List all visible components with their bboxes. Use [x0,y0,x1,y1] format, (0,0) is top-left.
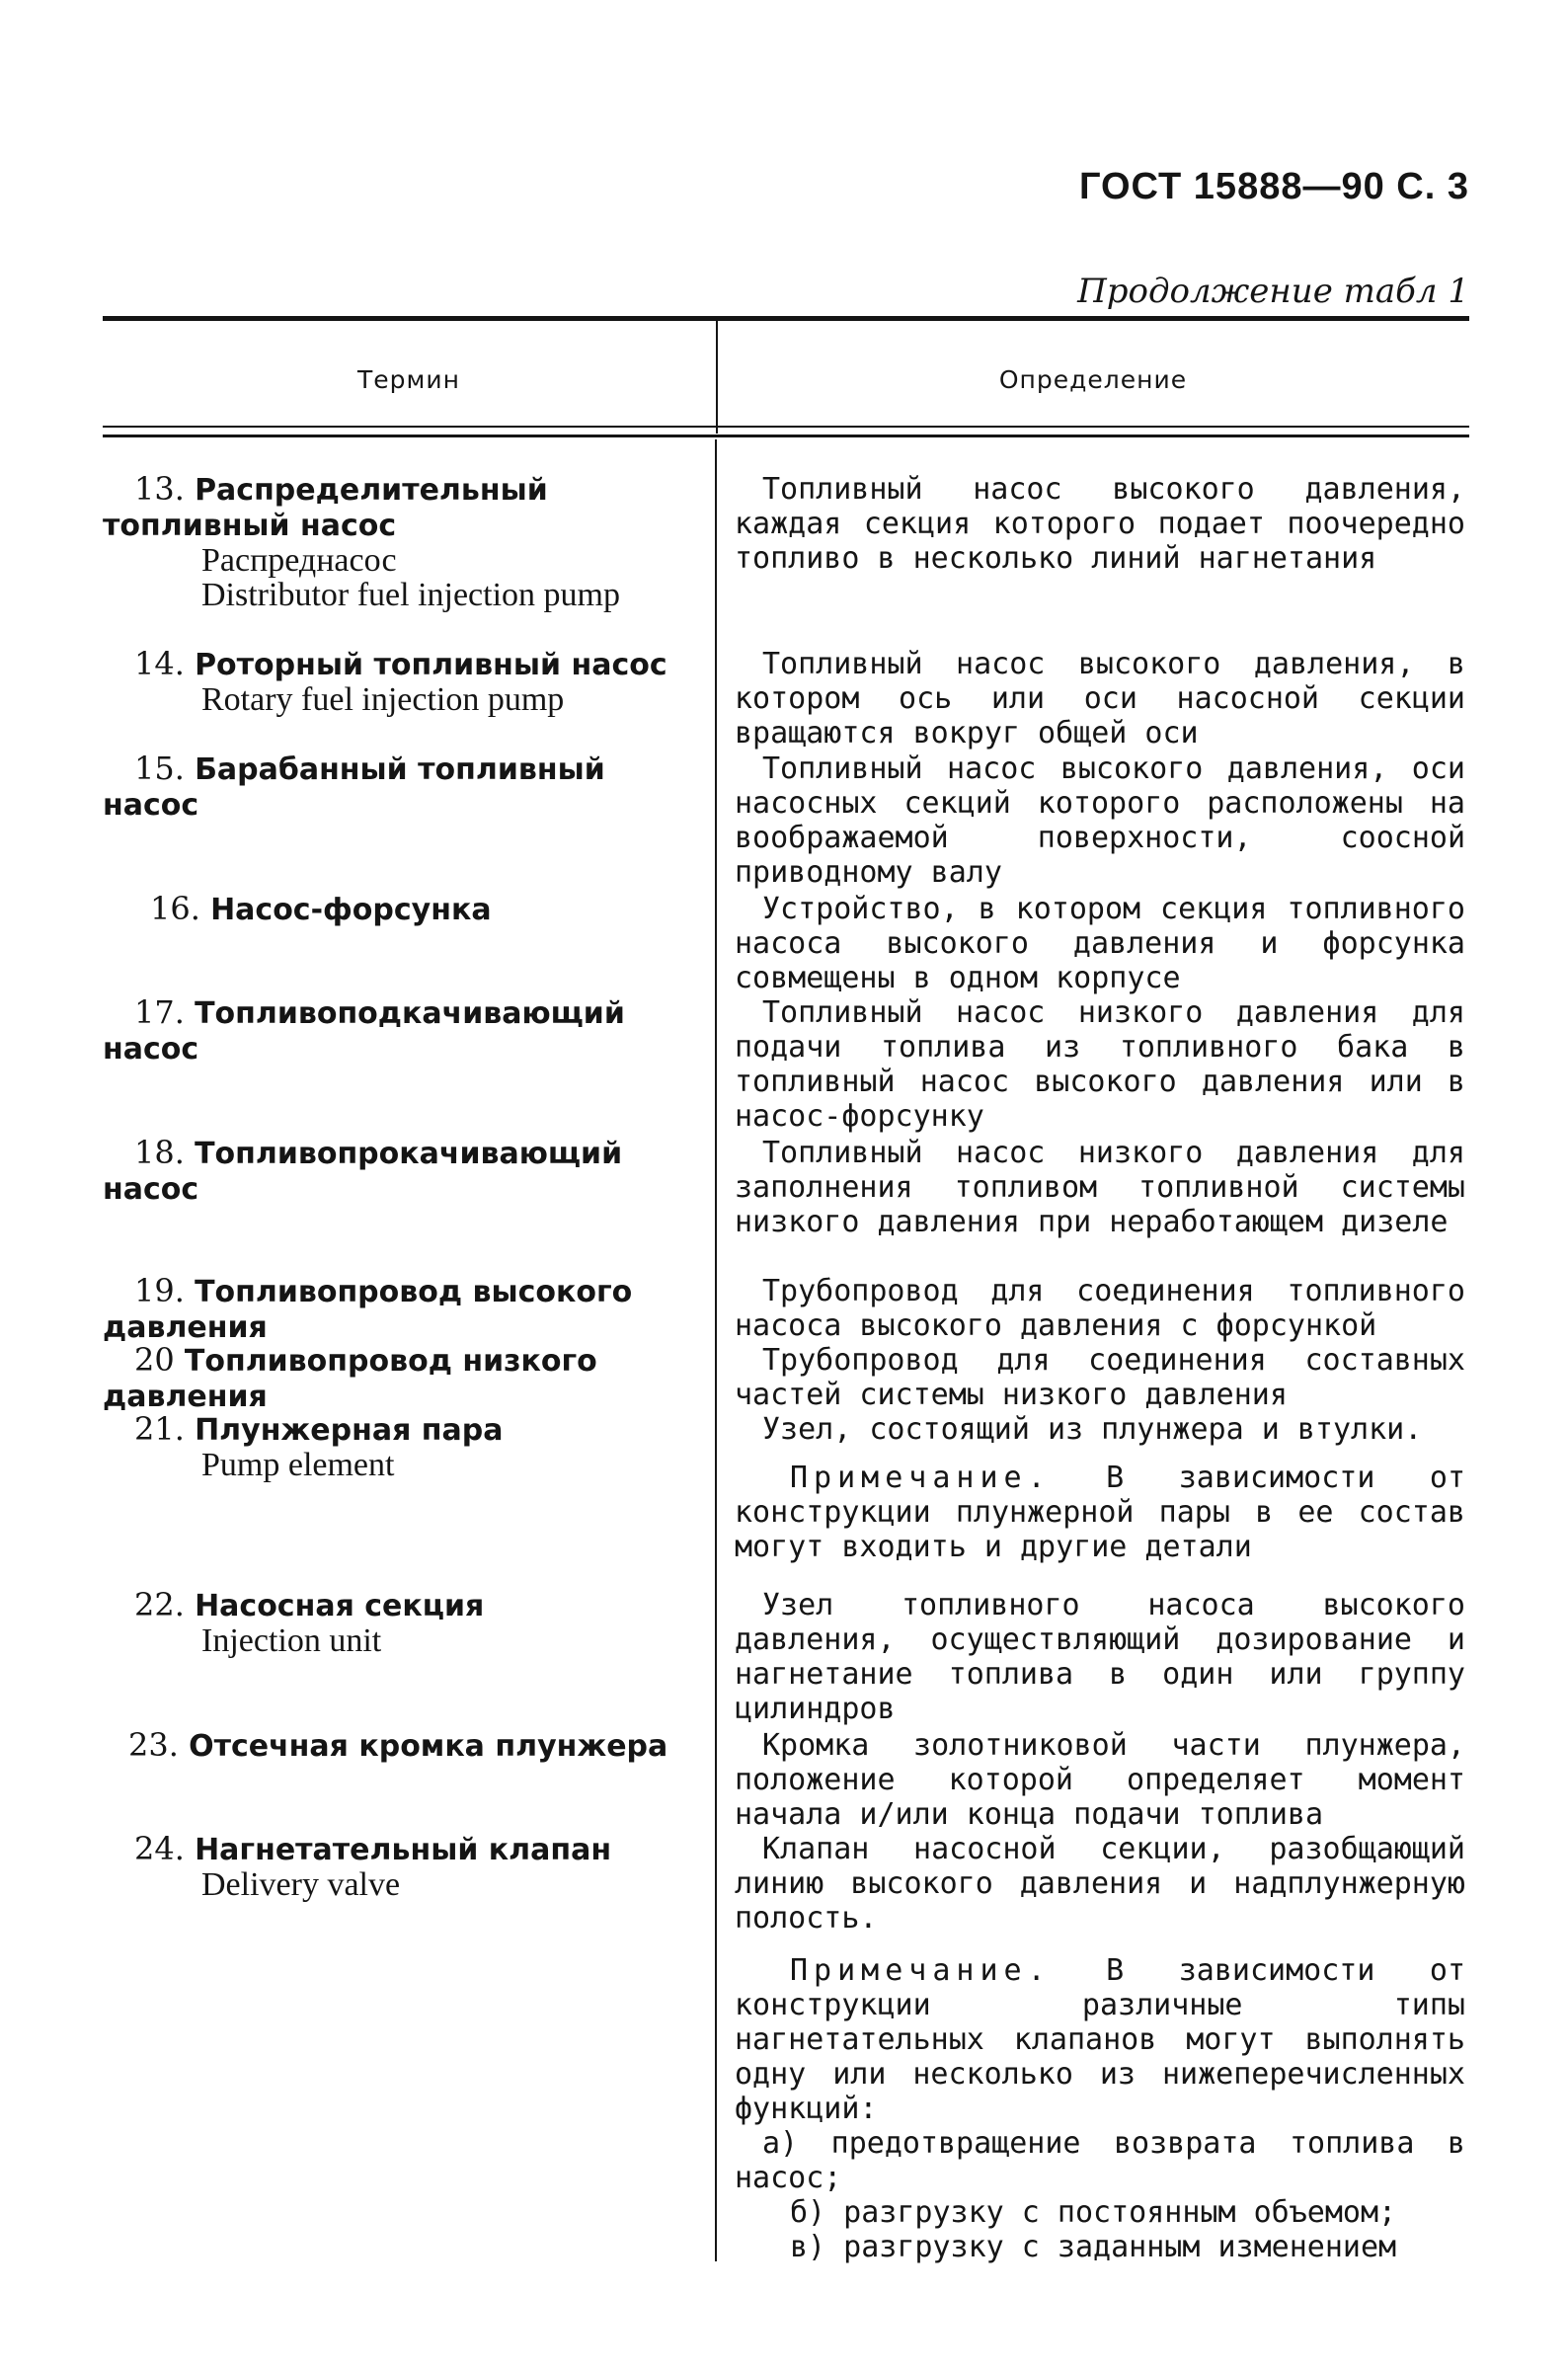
note-label: Примечание. [790,1461,1052,1495]
term-english: Injection unit [201,1622,382,1659]
body-column-divider [715,439,717,2261]
term-cell [103,892,685,927]
term-number: 13. [134,470,185,508]
term-number: 15. [134,750,185,787]
definition-text: Топливный насос высокого давления, в котором ось или оси насосной секции вращаются вокруг общей оси [735,647,1465,751]
column-header-definition: Определение [998,365,1188,394]
term-english: Delivery valve [201,1866,401,1903]
definition-cell [735,751,1465,890]
definition-text: Узел, состоящий из плунжера и втулки. [762,1412,1423,1447]
term-cell [103,1728,685,1764]
definition-cell [735,1274,1465,1343]
definition-text: Топливный насос высокого давления, оси насосных секций которого расположены на воображаемой поверхности, соосной приводному валу [735,751,1465,890]
column-header-term: Термин [357,365,460,394]
definition-text: Топливный насос высокого давления, каждая секция которого подает поочередно топливо в несколько линий нагнетания [735,472,1465,576]
term-cell [103,1274,685,1345]
term-number: 18. [134,1134,185,1171]
term-number: 14. [134,645,185,682]
definition-cell [735,1343,1465,1412]
term-cell [103,751,685,823]
term-cell [103,472,685,612]
term-number: 20 [134,1341,175,1379]
table-continuation-label: Продолжение табл 1 [1077,272,1469,311]
term-number: 24. [134,1830,185,1867]
definition-cell [735,1588,1465,1726]
term-name: Роторный топливный насос [195,648,667,682]
note-list-item: в) разгрузку с заданным изменением [790,2230,1397,2264]
term-cell [103,1832,685,1902]
term-name: Плунжерная пара [195,1413,504,1448]
term-cell [103,1588,685,1658]
definition-text: Топливный насос низкого давления для заполнения топливом топливной системы низкого давления при неработающем дизеле [735,1136,1465,1239]
note-label: Примечание. [790,1953,1052,1988]
term-english: Rotary fuel injection pump [201,681,565,718]
term-number: 17. [134,993,185,1031]
term-name: Отсечная кромка плунжера [189,1729,668,1764]
definition-cell [735,647,1465,751]
term-name: Насос-форсунка [210,893,492,927]
term-number: 19. [134,1272,185,1309]
definition-text: Устройство, в котором секция топливного насоса высокого давления и форсунка совмещены в одном корпусе [735,892,1465,995]
definition-text: Кромка золотниковой части плунжера, положение которой определяет момент начала и/или конца подачи топлива [735,1728,1465,1832]
note-text: В зависимости от конструкции различные типы нагнетательных клапанов могут выполнять одну или несколько из нижеперечисленных функций: [735,1953,1465,2126]
definition-cell [735,892,1465,995]
note-list-item: а) предотвращение возврата топлива в насос; [735,2126,1465,2195]
term-number: 21. [134,1410,185,1448]
header-bottom-rule-double [103,435,1469,437]
term-name: Топливопрокачивающий насос [103,1137,623,1207]
term-english: Pump element [201,1447,395,1483]
term-name: Барабанный топливный насос [103,752,605,823]
term-name: Топливопровод высокого давления [103,1275,633,1345]
term-english: Distributor fuel injection pump [201,577,620,613]
term-cell [103,647,685,717]
note-text: В зависимости от конструкции плунжерной пары в ее состав могут входить и другие детали [735,1461,1465,1564]
definition-cell [735,1728,1465,1832]
document-number: ГОСТ 15888—90 С. 3 [1078,166,1469,207]
definition-text: Трубопровод для соединения топливного насоса высокого давления с форсункой [735,1274,1465,1343]
definition-text: Трубопровод для соединения составных частей системы низкого давления [735,1343,1465,1412]
term-cell [103,1343,685,1414]
term-synonym: Распреднасос [201,542,397,579]
term-cell [103,1412,685,1482]
header-bottom-rule [103,426,1469,428]
term-name: Топливоподкачивающий насос [103,996,625,1067]
definition-text: Узел топливного насоса высокого давления, осуществляющий дозирование и нагнетание топлива в один или группу цилиндров [735,1588,1465,1726]
definition-cell [735,1412,1465,1564]
term-number: 23. [128,1726,179,1764]
term-number: 16. [150,890,200,927]
term-number: 22. [134,1586,185,1623]
term-name: Насосная секция [195,1589,485,1623]
definition-text: Клапан насосной секции, разобщающий линию высокого давления и надплунжерную полость. [735,1832,1465,1936]
definition-cell [735,1136,1465,1239]
note-list-item: б) разгрузку с постоянным объемом; [790,2195,1397,2230]
table-top-rule [103,316,1469,321]
definition-text: Топливный насос низкого давления для подачи топлива из топливного бака в топливный насос высокого давления или в насос-форсунку [735,995,1465,1134]
term-name: Топливопровод низкого давления [103,1344,597,1414]
definition-cell [735,1832,1465,2264]
definition-note [735,1461,1465,1564]
term-cell [103,995,685,1067]
term-cell [103,1136,685,1207]
definition-cell [735,995,1465,1134]
definition-note [735,1953,1465,2126]
term-name: Нагнетательный клапан [195,1833,612,1867]
term-name: Распределительный топливный насос [103,473,548,543]
definition-cell [735,472,1465,576]
